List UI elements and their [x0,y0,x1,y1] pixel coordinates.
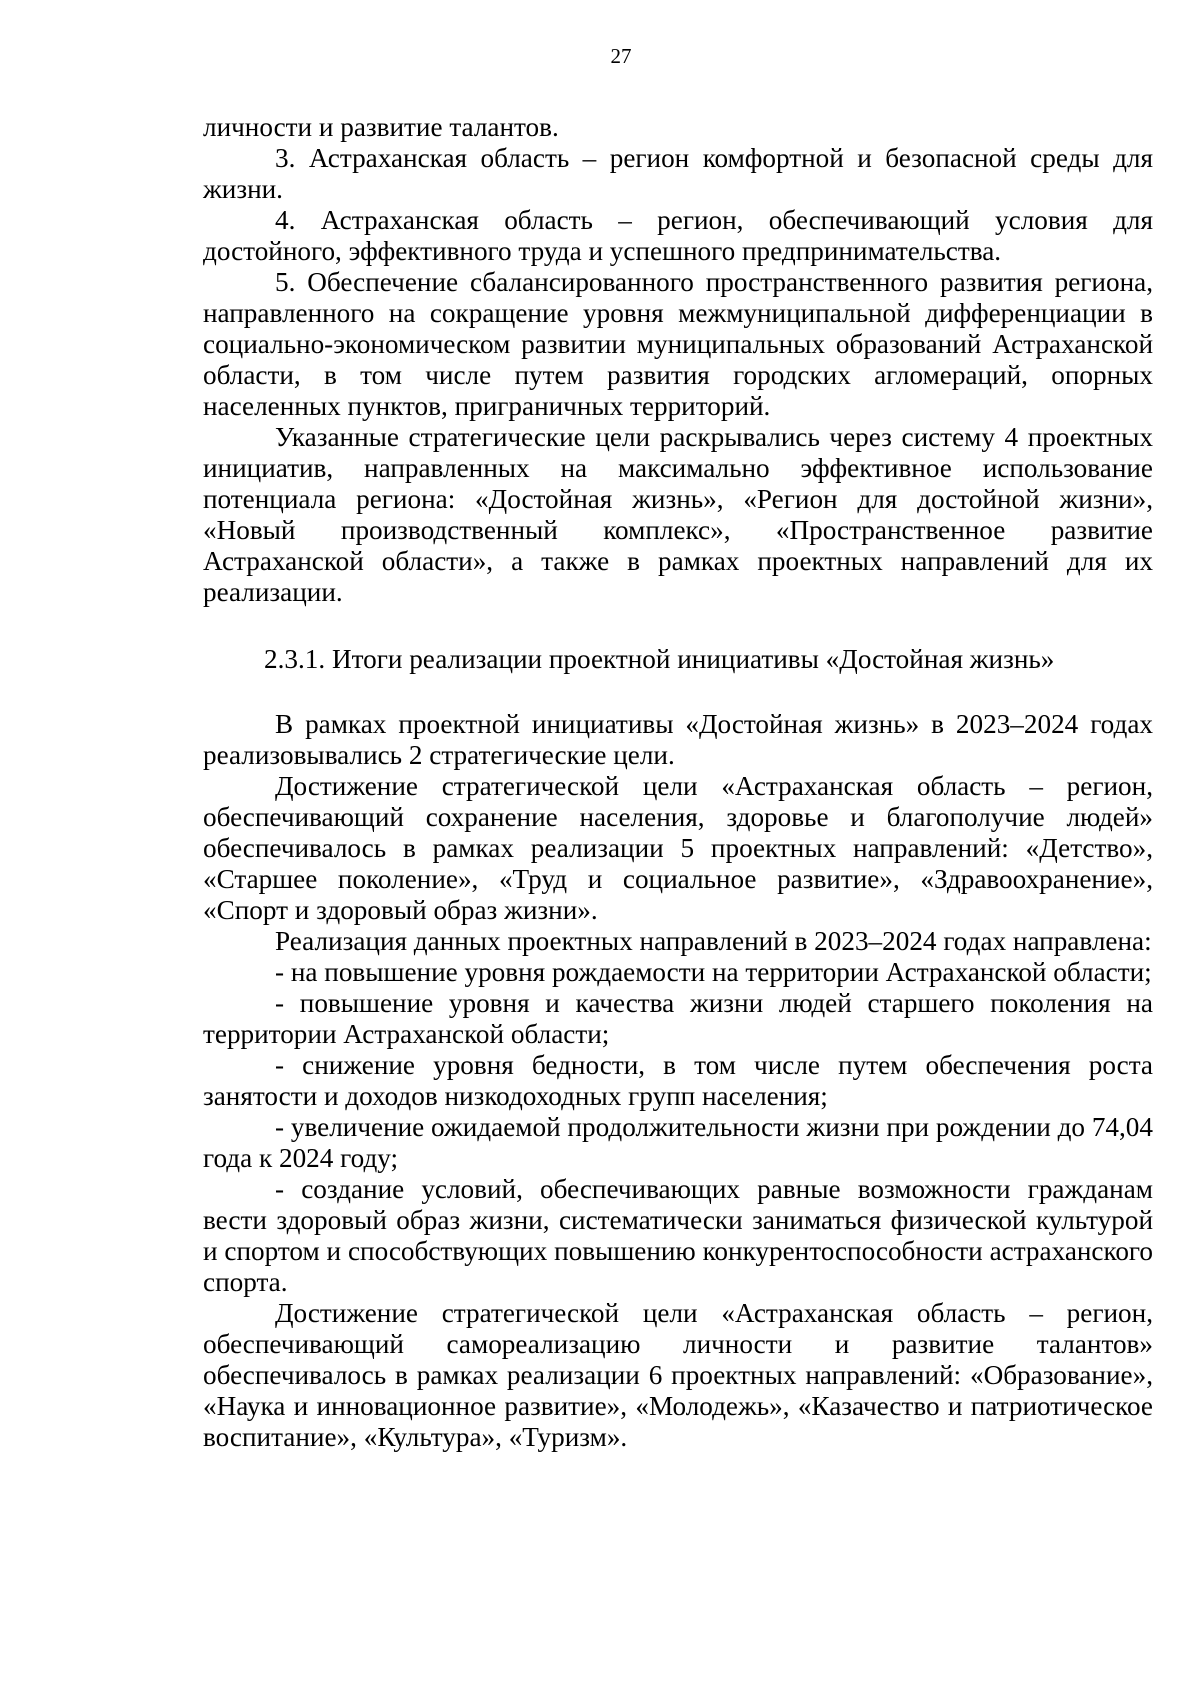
list-item: - снижение уровня бедности, в том числе путем обеспечения роста занятости и доходов низкодоходных групп населения; [203,1050,1153,1111]
paragraph: Реализация данных проектных направлений в 2023–2024 годах направлена: [275,926,1152,956]
section-heading: 2.3.1. Итоги реализации проектной инициативы «Достойная жизнь» [264,644,1055,674]
paragraph: 5. Обеспечение сбалансированного пространственного развития региона, направленного на сокращение уровня межмуниципальной дифференциации в социально-экономическом развитии муниципальных образований Астраханской области, в том числе путем развития городских агломераций, опорных населенных пунктов, приграничных территорий. [203,267,1153,421]
paragraph: 3. Астраханская область – регион комфортной и безопасной среды для жизни. [203,143,1153,204]
page-number: 27 [610,44,632,68]
document-body [203,112,1153,1453]
paragraph: 4. Астраханская область – регион, обеспечивающий условия для достойного, эффективного труда и успешного предпринимательства. [203,205,1153,266]
paragraph: Достижение стратегической цели «Астраханская область – регион, обеспечивающий самореализацию личности и развитие талантов» обеспечивалось в рамках реализации 6 проектных направлений: «Образование», «Наука и инновационное развитие», «Молодежь», «Казачество и патриотическое воспитание», «Культура», «Туризм». [203,1298,1153,1452]
list-item: - на повышение уровня рождаемости на территории Астраханской области; [275,957,1152,987]
list-item: - повышение уровня и качества жизни людей старшего поколения на территории Астраханской области; [203,988,1153,1049]
list-item: - увеличение ожидаемой продолжительности жизни при рождении до 74,04 года к 2024 году; [203,1112,1153,1173]
paragraph: личности и развитие талантов. [203,112,559,142]
paragraph: В рамках проектной инициативы «Достойная жизнь» в 2023–2024 годах реализовывались 2 стратегические цели. [203,709,1153,770]
list-item: - создание условий, обеспечивающих равные возможности гражданам вести здоровый образ жизни, систематически заниматься физической культурой и спортом и способствующих повышению конкурентоспособности астраханского спорта. [203,1174,1153,1297]
paragraph: Указанные стратегические цели раскрывались через систему 4 проектных инициатив, направленных на максимально эффективное использование потенциала региона: «Достойная жизнь», «Регион для достойной жизни», «Новый производственный комплекс», «Пространственное развитие Астраханской области», а также в рамках проектных направлений для их реализации. [203,422,1153,607]
paragraph: Достижение стратегической цели «Астраханская область – регион, обеспечивающий сохранение населения, здоровье и благополучие людей» обеспечивалось в рамках реализации 5 проектных направлений: «Детство», «Старшее поколение», «Труд и социальное развитие», «Здравоохранение», «Спорт и здоровый образ жизни». [203,771,1153,925]
